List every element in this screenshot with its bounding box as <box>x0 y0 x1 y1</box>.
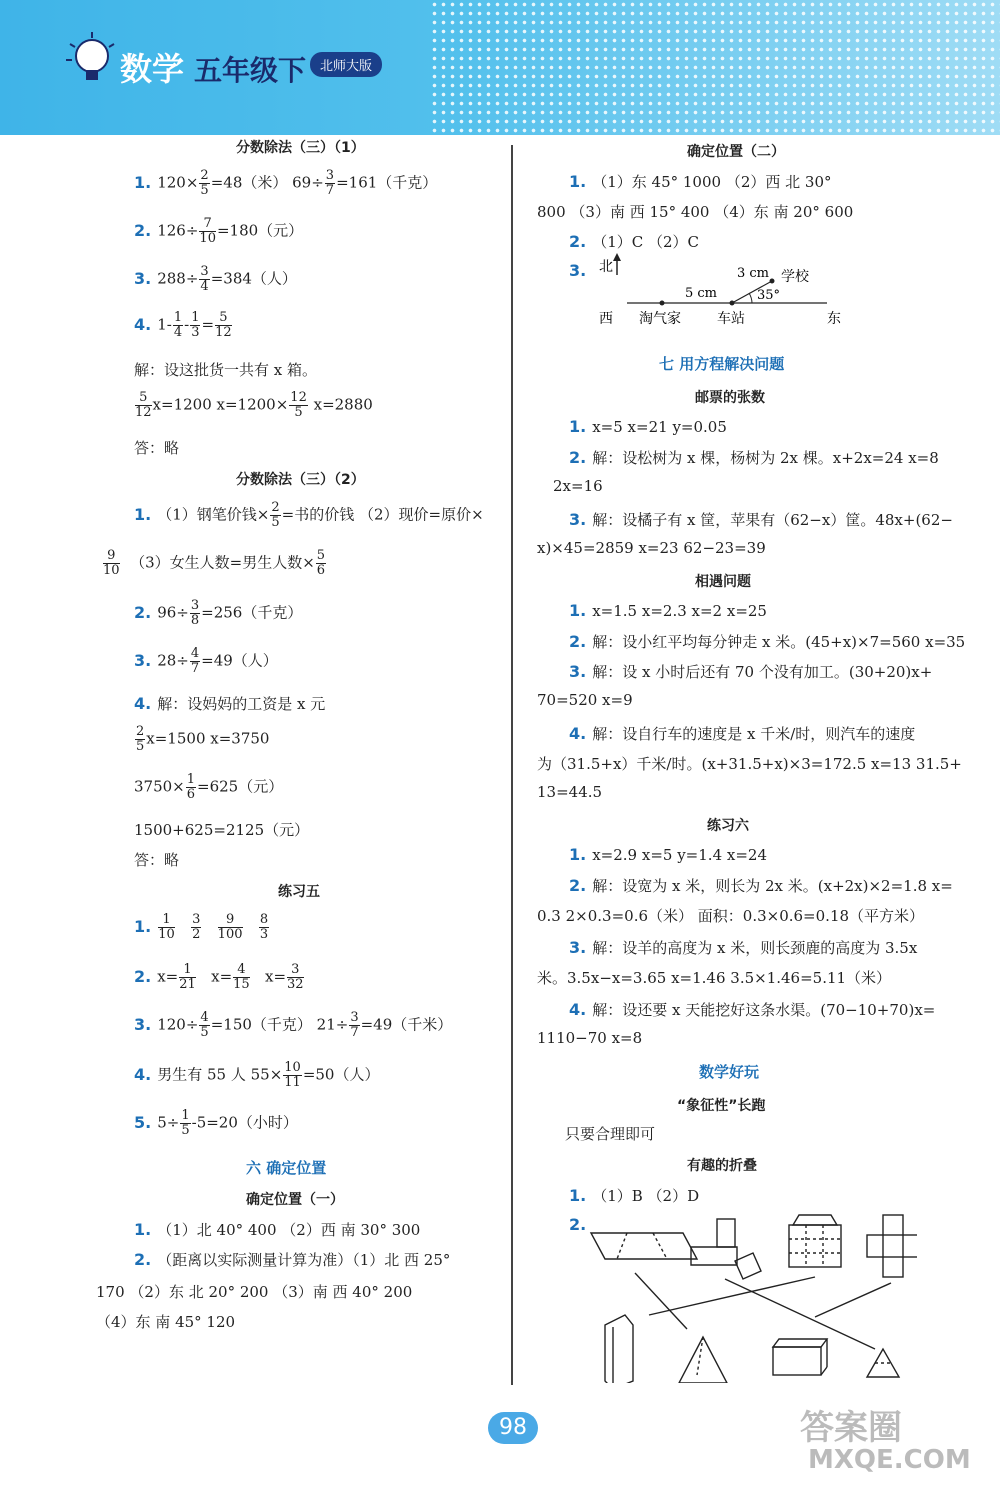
item-number: 1. <box>569 417 587 436</box>
answer-line <box>569 631 965 652</box>
numerator: 12 <box>290 390 307 405</box>
denominator: 4 <box>200 279 209 294</box>
text: （距离以实际测量计算为准）（1）北 西 25° <box>157 1251 451 1269</box>
item-number: 4. <box>134 314 152 334</box>
text: =161（千克） <box>336 173 438 192</box>
fraction <box>287 963 304 992</box>
numerator: 1 <box>173 310 183 325</box>
answer-line: 为（31.5+x）千米/时。(x+31.5+x)×3=172.5 x=13 31.5+ <box>537 755 962 773</box>
numerator: 1 <box>186 772 196 787</box>
section-title: 练习五 <box>278 884 320 900</box>
fraction <box>190 311 200 340</box>
fraction <box>218 913 243 942</box>
answer-line <box>569 661 932 682</box>
answer-line <box>134 599 302 628</box>
fraction <box>186 773 196 802</box>
page-header <box>0 0 1000 135</box>
subject-title: 数学 <box>120 50 185 88</box>
answer-line <box>134 501 484 530</box>
item-number: 4. <box>569 1000 587 1019</box>
fraction <box>270 501 280 530</box>
item-number: 4. <box>134 694 152 713</box>
watermark-logo: 答案圈 <box>800 1408 902 1448</box>
text: =50（人） <box>302 1065 380 1084</box>
distance-label: 5 cm <box>685 286 718 301</box>
item-number: 2. <box>569 1215 587 1234</box>
answer-line <box>569 845 767 864</box>
numerator: 3 <box>192 912 201 927</box>
fraction <box>259 913 269 942</box>
item-number: 5. <box>134 1112 152 1132</box>
answer-line: 170 （2）东 北 20° 200 （3）南 西 40° 200 <box>96 1283 413 1301</box>
text: =625（元） <box>197 777 284 796</box>
answer-line: 解：设这批货一共有 x 箱。 <box>134 361 317 379</box>
text: 1- <box>157 315 172 334</box>
denominator: 3 <box>191 325 200 340</box>
denominator: 5 <box>181 1123 190 1138</box>
item-number: 1. <box>569 1186 587 1205</box>
answer-line: 米。3.5x−x=3.65 x=1.46 3.5×1.46=5.11（米） <box>537 969 892 987</box>
item-number: 4. <box>569 724 587 743</box>
denominator: 7 <box>190 661 200 676</box>
text: =150（千克） 21÷ <box>210 1015 349 1034</box>
watermark-url: MXQE.COM <box>808 1445 971 1475</box>
denominator: 21 <box>179 977 196 992</box>
pyramid-solid <box>679 1337 727 1383</box>
answer-line <box>134 647 278 676</box>
answer-line <box>134 693 325 714</box>
page-number: 98 <box>488 1412 538 1444</box>
denominator: 12 <box>135 405 152 420</box>
answer-line <box>569 261 592 280</box>
fraction <box>173 311 183 340</box>
fraction <box>349 1011 359 1040</box>
fraction <box>316 549 326 578</box>
answer-line: 1110−70 x=8 <box>537 1029 643 1047</box>
folding-diagram <box>587 1213 917 1383</box>
answer-line: 只要合理即可 <box>565 1125 656 1143</box>
numerator: 1 <box>181 1108 190 1123</box>
answer-line <box>134 1011 452 1040</box>
numerator: 3 <box>287 963 304 978</box>
text: 解：设橘子有 x 筐，苹果有（62−x）筐。48x+(62− <box>592 511 953 529</box>
answer-line <box>134 1249 450 1270</box>
item-number: 2. <box>134 1250 152 1269</box>
answer-line <box>134 963 305 992</box>
item-number: 2. <box>134 966 152 986</box>
numerator: 3 <box>350 1010 359 1025</box>
text: = <box>201 315 215 334</box>
fraction <box>283 1061 302 1090</box>
denominator: 5 <box>200 183 209 198</box>
answer-line <box>134 1061 379 1090</box>
item-number: 3. <box>569 662 587 681</box>
fraction <box>158 913 175 942</box>
answer-line: 1500+625=2125（元） <box>134 821 310 839</box>
numerator: 4 <box>233 963 250 978</box>
numerator: 3 <box>325 168 335 183</box>
item-number: 1. <box>134 1220 152 1239</box>
denominator: 11 <box>284 1075 301 1090</box>
text: x=1200 x=1200× <box>152 395 289 414</box>
text: （1）B （2）D <box>592 1187 700 1205</box>
item-number: 3. <box>569 938 587 957</box>
denominator: 10 <box>199 231 216 246</box>
numerator: 1 <box>158 913 175 928</box>
fraction <box>233 963 250 992</box>
numerator: 3 <box>190 598 200 613</box>
school-point <box>770 279 775 284</box>
text: （1）东 45° 1000 （2）西 北 30° <box>592 173 832 191</box>
denominator: 8 <box>190 613 200 628</box>
fraction <box>199 1011 209 1040</box>
item-number: 2. <box>134 220 152 240</box>
fraction <box>179 963 196 992</box>
item-number: 1. <box>569 845 587 864</box>
school-label: 学校 <box>781 269 809 285</box>
fraction <box>289 391 308 420</box>
denominator: 32 <box>287 977 304 992</box>
answer-line: x)×45=2859 x=23 62−23=39 <box>537 539 766 557</box>
text: 解：设小红平均每分钟走 x 米。(45+x)×7=560 x=35 <box>592 633 966 651</box>
answer-line <box>134 217 303 246</box>
text: 96÷ <box>157 603 189 622</box>
item-number: 3. <box>134 268 152 288</box>
denominator: 5 <box>271 515 280 530</box>
text: （1）C （2）C <box>592 233 700 251</box>
item-number: 2. <box>569 232 587 251</box>
numerator: 5 <box>135 391 152 406</box>
text: 120÷ <box>157 1015 199 1034</box>
denominator: 100 <box>217 927 243 942</box>
net-cube <box>789 1225 841 1267</box>
answer-line <box>134 169 437 198</box>
denominator: 5 <box>136 739 145 754</box>
numerator: 9 <box>103 549 120 564</box>
denominator: 7 <box>350 1025 359 1040</box>
item-number: 3. <box>569 261 587 280</box>
column-divider <box>511 145 513 1385</box>
text: =180（元） <box>216 221 304 240</box>
answer-line: 答：略 <box>134 851 180 869</box>
text: x=1.5 x=2.3 x=2 x=25 <box>592 602 767 620</box>
numerator: 10 <box>284 1060 301 1075</box>
denominator: 2 <box>192 927 201 942</box>
item-number: 2. <box>569 448 587 467</box>
text: 5÷ <box>157 1113 180 1132</box>
angle-label: 35° <box>757 288 781 303</box>
text: 解：设羊的高度为 x 米，则长颈鹿的高度为 3.5x <box>592 939 918 957</box>
answer-line: 答：略 <box>134 439 180 457</box>
numerator: 2 <box>200 168 209 183</box>
answer-line <box>569 1185 699 1206</box>
fraction <box>199 217 216 246</box>
numerator: 1 <box>179 963 196 978</box>
text: x=2880 <box>308 395 373 414</box>
answer-line <box>569 231 699 252</box>
item-number: 1. <box>569 601 587 620</box>
denominator: 7 <box>325 183 335 198</box>
chapter-title: 六 确定位置 <box>246 1159 327 1177</box>
denominator: 5 <box>294 405 303 420</box>
numerator: 2 <box>271 500 280 515</box>
numerator: 9 <box>218 913 243 928</box>
text: - <box>184 315 190 334</box>
fraction <box>191 913 201 942</box>
section-title: 相遇问题 <box>695 574 751 590</box>
net-shape <box>691 1247 737 1265</box>
text: （1）钢笔价钱× <box>157 505 270 524</box>
east-label: 东 <box>827 311 841 327</box>
item-number: 2. <box>134 602 152 622</box>
item-number: 1. <box>134 172 152 192</box>
fraction <box>180 1109 190 1138</box>
answer-line <box>569 417 727 436</box>
section-title: 分数除法（三）（2） <box>236 472 365 488</box>
answer-line <box>134 725 269 754</box>
answer-line <box>569 447 939 468</box>
lightbulb-icon <box>62 30 118 86</box>
fraction <box>325 169 335 198</box>
edition-badge: 北师大版 <box>310 52 382 77</box>
section-title: 练习六 <box>707 818 749 834</box>
answer-line <box>569 875 953 896</box>
text: x= <box>211 967 233 986</box>
station-label: 车站 <box>717 311 745 327</box>
text: =48（米） 69÷ <box>210 173 324 192</box>
text: 126÷ <box>157 221 199 240</box>
answer-line <box>102 549 327 578</box>
home-label: 淘气家 <box>639 311 681 327</box>
fraction <box>190 599 200 628</box>
denominator: 10 <box>158 927 175 942</box>
home-point <box>660 301 665 306</box>
text: -5=20（小时） <box>191 1113 298 1132</box>
net-prism <box>883 1215 903 1277</box>
fraction <box>199 265 209 294</box>
item-number: 2. <box>569 632 587 651</box>
fraction <box>135 391 152 420</box>
text: =384（人） <box>210 269 297 288</box>
fraction <box>135 725 145 754</box>
answer-line <box>569 723 915 744</box>
denominator: 10 <box>103 563 120 578</box>
answer-line: 2x=16 <box>553 477 603 495</box>
numerator: 7 <box>199 217 216 232</box>
text: 解：设 x 小时后还有 70 个没有加工。(30+20)x+ <box>592 663 933 681</box>
angle-arc <box>749 293 752 303</box>
answer-line: 0.3 2×0.3=0.6（米） 面积：0.3×0.6=0.18（平方米） <box>537 907 925 925</box>
item-number: 3. <box>134 1014 152 1034</box>
section-title: 分数除法（三）（1） <box>236 140 365 156</box>
numerator: 5 <box>215 311 232 326</box>
grade-title: 五年级下 <box>194 54 307 87</box>
item-number: 1. <box>134 504 152 524</box>
item-number: 1. <box>569 172 587 191</box>
text: 解：设宽为 x 米，则长为 2x 米。(x+2x)×2=1.8 x= <box>592 877 953 895</box>
fraction <box>190 647 200 676</box>
text: x=5 x=21 y=0.05 <box>592 418 727 436</box>
text: （1）北 40° 400 （2）西 南 30° 300 <box>157 1221 421 1239</box>
dot-pattern <box>430 0 1000 135</box>
text: （3）女生人数=男生人数× <box>130 553 315 572</box>
text: =49（千米） <box>360 1015 453 1034</box>
north-label: 北 <box>599 259 613 275</box>
chapter-title: 七 用方程解决问题 <box>659 355 785 373</box>
match-line <box>815 1283 891 1317</box>
text: x= <box>157 967 179 986</box>
answer-line: 13=44.5 <box>537 783 603 801</box>
answer-line <box>569 937 917 958</box>
item-number: 4. <box>134 1064 152 1084</box>
numerator: 1 <box>191 310 200 325</box>
section-title: “象征性”长跑 <box>677 1098 766 1114</box>
position-map <box>597 253 897 333</box>
answer-line: 800 （3）南 西 15° 400 （4）东 南 20° 600 <box>537 203 854 221</box>
numerator: 5 <box>316 548 326 563</box>
text: =49（人） <box>201 651 278 670</box>
denominator: 6 <box>186 787 196 802</box>
fraction <box>103 549 120 578</box>
numerator: 4 <box>200 1010 209 1025</box>
chapter-title: 数学好玩 <box>699 1063 760 1081</box>
arrow-head-icon <box>613 253 621 261</box>
numerator: 8 <box>259 912 269 927</box>
answer-line <box>134 1109 298 1138</box>
answer-line <box>134 913 270 942</box>
denominator: 12 <box>215 325 232 340</box>
section-title: 确定位置（二） <box>687 144 785 160</box>
answer-line <box>134 1219 420 1240</box>
answer-line <box>569 999 935 1020</box>
match-line <box>635 1273 687 1329</box>
text: 3750× <box>134 777 185 796</box>
numerator: 3 <box>200 264 209 279</box>
text: 解：设自行车的速度是 x 千米/时，则汽车的速度 <box>592 725 916 743</box>
book-title <box>120 44 306 90</box>
item-number: 3. <box>134 650 152 670</box>
section-title: 邮票的张数 <box>695 390 765 406</box>
answer-line <box>134 391 373 420</box>
denominator: 3 <box>259 927 269 942</box>
item-number: 3. <box>569 510 587 529</box>
west-label: 西 <box>599 311 613 327</box>
text: 28÷ <box>157 651 189 670</box>
text: 120× <box>157 173 199 192</box>
text: =256（千克） <box>201 603 303 622</box>
answer-line <box>134 311 233 340</box>
answer-line <box>569 171 832 192</box>
item-number: 2. <box>569 876 587 895</box>
answer-line: 70=520 x=9 <box>537 691 633 709</box>
text: 288÷ <box>157 269 199 288</box>
answer-line: （4）东 南 45° 120 <box>96 1313 236 1331</box>
section-title: 有趣的折叠 <box>687 1158 757 1174</box>
answer-line <box>134 773 283 802</box>
text: x=1500 x=3750 <box>146 729 270 748</box>
box-solid <box>773 1339 827 1347</box>
text: 解：设妈妈的工资是 x 元 <box>157 695 326 713</box>
net-parallelogram <box>591 1233 697 1259</box>
numerator: 2 <box>136 724 145 739</box>
answer-line <box>569 601 767 620</box>
text: x=2.9 x=5 y=1.4 x=24 <box>592 846 767 864</box>
answer-line <box>134 265 297 294</box>
prism-solid <box>605 1315 633 1383</box>
text: 解：设还要 x 天能挖好这条水渠。(70−10+70)x= <box>592 1001 936 1019</box>
station-point <box>730 301 735 306</box>
denominator: 15 <box>233 977 250 992</box>
denominator: 6 <box>316 563 326 578</box>
text: 解：设松树为 x 棵，杨树为 2x 棵。x+2x=24 x=8 <box>592 449 939 467</box>
fraction <box>199 169 209 198</box>
fraction <box>215 311 232 340</box>
item-number: 1. <box>134 916 152 936</box>
section-title: 确定位置（一） <box>246 1192 344 1208</box>
distance-label: 3 cm <box>737 266 770 281</box>
text: 男生有 55 人 55× <box>157 1065 283 1084</box>
text: =书的价钱 （2）现价=原价× <box>281 505 484 524</box>
answer-line <box>569 509 953 530</box>
denominator: 5 <box>200 1025 209 1040</box>
numerator: 4 <box>190 646 200 661</box>
text: x= <box>265 967 287 986</box>
denominator: 4 <box>173 325 183 340</box>
